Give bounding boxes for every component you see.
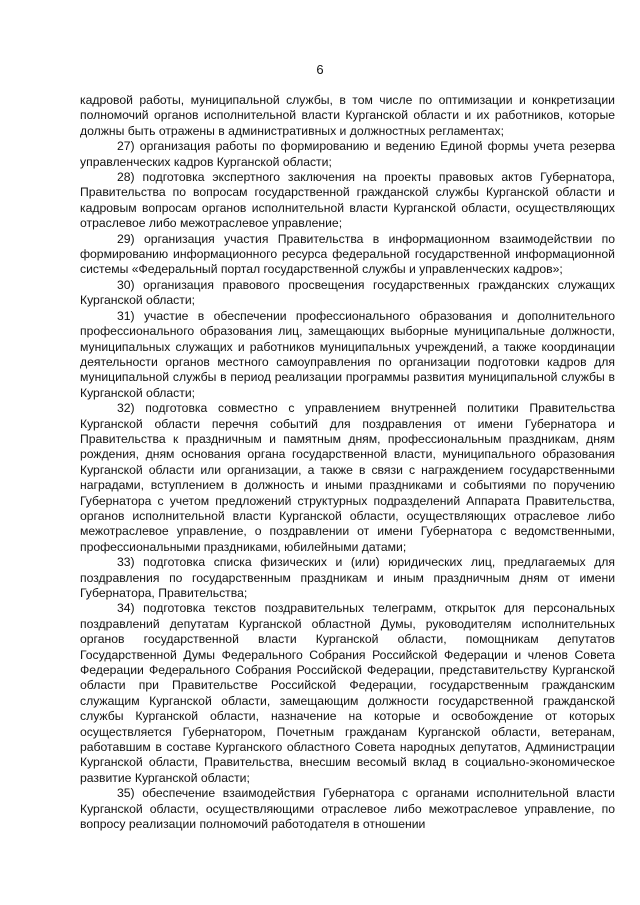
page-number: 6 (316, 62, 324, 77)
paragraph-item-28: 28) подготовка экспертного заключения на проекты правовых актов Губернатора, Правительства по вопросам государственной гражданской службы Курганской области и кадровым вопросам органов исполнительной власти Курганской области, осуществляющих отраслевое либо межотраслевое управление; (80, 170, 615, 231)
paragraph-item-29: 29) организация участия Правительства в информационном взаимодействии по формированию информационного ресурса федеральной государственной информационной системы «Федеральный портал государственной службы и управленческих кадров»; (80, 231, 615, 277)
paragraph-item-32: 32) подготовка совместно с управлением внутренней политики Правительства Курганской области перечня событий для поздравления от имени Губернатора и Правительства к праздничным и памятным дням, профессиональным праздникам, дням рождения, дням основания органа государственной власти, муниципального образования Курганской области или организации, а также в связи с награждением государственными наградами, вступлением в должность и иными праздниками и событиями по поручению Губернатора с учетом предложений структурных подразделений Аппарата Правительства, органов исполнительной власти Курганской области, осуществляющих отраслевое либо межотраслевое управление, о поздравлении от имени Губернатора с ведомственными, профессиональными праздниками, юбилейными датами; (80, 401, 615, 554)
paragraph-item-33: 33) подготовка списка физических и (или) юридических лиц, предлагаемых для поздравления по государственным праздникам и иным праздничным дням от имени Губернатора, Правительства; (80, 555, 615, 600)
paragraph-item-34: 34) подготовка текстов поздравительных телеграмм, открыток для персональных поздравлений депутатам Курганской областной Думы, руководителям исполнительных органов государственной власти Курганской области, помощникам депутатов Государственной Думы Федерального Собрания Российской Федерации и членов Совета Федерации Федерального Собрания Российской Федерации, представительству Курганской области при Правительстве Российской Федерации, государственным гражданским служащим Курганской области, замещающим должности государственной гражданской службы Курганской области, назначение на которые и освобождение от которых осуществляется Губернатором, Почетным гражданам Курганской области, ветеранам, работавшим в составе Курганского областного Совета народных депутатов, Администрации Курганской области, Правительства, внесшим весомый вклад в социально-экономическое развитие Курганской области; (80, 601, 615, 785)
paragraph-item-31: 31) участие в обеспечении профессионального образования и дополнительного профессионального образования лиц, замещающих выборные муниципальные должности, муниципальных служащих и работников муниципальных учреждений, а также координации деятельности органов местного самоуправления по организации подготовки кадров для муниципальной службы в период реализации программы развития муниципальной службы в Курганской области; (80, 308, 615, 400)
paragraph-continuation: кадровой работы, муниципальной службы, в том числе по оптимизации и конкретизации полномочий органов исполнительной власти Курганской области и их работников, которые должны быть отражены в административных и должностных регламентах; (80, 93, 615, 138)
paragraph-item-27: 27) организация работы по формированию и ведению Единой формы учета резерва управленческих кадров Курганской области; (80, 139, 615, 169)
paragraph-item-30: 30) организация правового просвещения государственных гражданских служащих Курганской области; (80, 277, 615, 308)
document-body (80, 93, 615, 833)
paragraph-item-35: 35) обеспечение взаимодействия Губернатора с органами исполнительной власти Курганской области, осуществляющими отраслевое либо межотраслевое управление, по вопросу реализации полномочий работодателя в отношении (80, 786, 615, 832)
